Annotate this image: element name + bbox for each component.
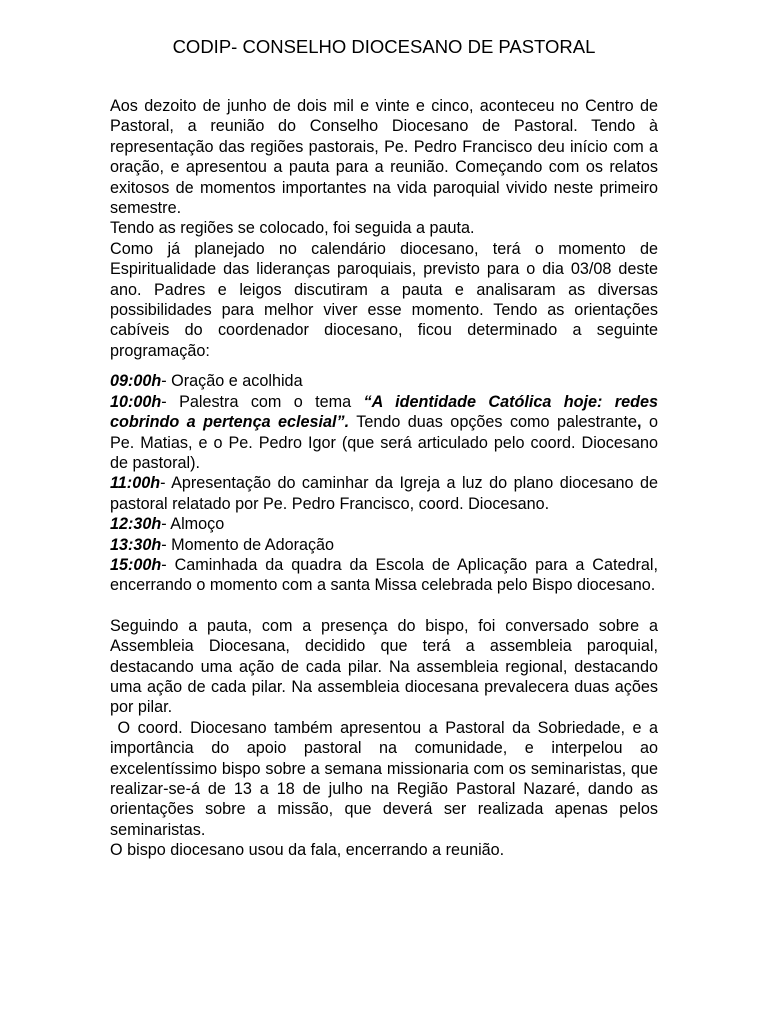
bold-comma: ,: [637, 413, 642, 432]
intro-section: [110, 96, 658, 361]
closing-paragraph-1: Seguindo a pauta, com a presença do bispo, foi conversado sobre a Assembleia Diocesana, decidido que terá a assembleia paroquial, destacando uma ação de cada pilar. Na assembleia regional, destacando uma ação de cada pilar. Na assembleia diocesana prevalecera duas ações por pilar.: [110, 616, 658, 717]
closing-section: [110, 616, 663, 861]
schedule-text: - Oração e acolhida: [161, 372, 303, 391]
document-title: CODIP- CONSELHO DIOCESANO DE PASTORAL: [172, 36, 596, 57]
schedule-item-3: [110, 473, 658, 514]
intro-paragraph-3: Como já planejado no calendário diocesano, terá o momento de Espiritualidade das lideranças paroquiais, previsto para o dia 03/08 deste ano. Padres e leigos discutiram a pauta e analisaram as diversas possibilidades para melhor viver esse momento. Tendo as orientações cabíveis do coordenador diocesano, ficou determinado a seguinte programação:: [110, 239, 658, 360]
schedule-item-5: [110, 535, 658, 555]
lecture-theme: “A identidade Católica hoje: redes cobrindo a pertença eclesial”.: [110, 392, 658, 432]
schedule-text: Tendo duas opções como palestrante: [349, 413, 638, 432]
document-body: [110, 96, 663, 861]
schedule-time: 13:30h: [110, 535, 162, 554]
closing-paragraph-3: O bispo diocesano usou da fala, encerrando a reunião.: [110, 841, 505, 860]
closing-paragraph-2: O coord. Diocesano também apresentou a Pastoral da Sobriedade, e a importância do apoio pastoral na comunidade, e interpelou ao excelentíssimo bispo sobre a semana missionaria com os seminaristas, que realizar-se-á de 13 a 18 de julho na Região Pastoral Nazaré, dando as orientações sobre a missão, que deverá ser realizada apenas pelos seminaristas.: [110, 718, 663, 839]
intro-paragraph-2: Tendo as regiões se colocado, foi seguida a pauta.: [110, 219, 475, 238]
schedule-text: - Momento de Adoração: [161, 535, 335, 554]
schedule-item-4: [110, 514, 658, 534]
schedule-time: 15:00h: [110, 555, 162, 574]
schedule-item-6: [110, 555, 658, 596]
schedule-text: - Palestra com o tema: [161, 392, 364, 411]
schedule-text: - Caminhada da quadra da Escola de Aplicação para a Catedral, encerrando o momento com a santa Missa celebrada pelo Bispo diocesano.: [110, 555, 658, 595]
schedule-item-1: [110, 371, 658, 391]
schedule-text: - Apresentação do caminhar da Igreja a luz do plano diocesano de pastoral relatado por Pe. Pedro Francisco, coord. Diocesano.: [110, 474, 658, 513]
schedule-text: - Almoço: [161, 515, 225, 534]
schedule-section: [110, 371, 658, 595]
schedule-time: 12:30h: [110, 515, 162, 534]
schedule-time: 11:00h: [110, 474, 161, 493]
schedule-text: o Pe. Matias, e o Pe. Pedro Igor (que será articulado pelo coord. Diocesano de pastoral).: [110, 413, 658, 472]
schedule-item-2: [110, 392, 658, 474]
schedule-time: 09:00h: [110, 372, 162, 391]
schedule-time: 10:00h: [110, 392, 162, 411]
intro-paragraph-1: Aos dezoito de junho de dois mil e vinte e cinco, aconteceu no Centro de Pastoral, a reunião do Conselho Diocesano de Pastoral. Tendo à representação das regiões pastorais, Pe. Pedro Francisco deu início com a oração, e apresentou a pauta para a reunião. Começando com os relatos exitosos de momentos importantes na vida paroquial vivido neste primeiro semestre.: [110, 97, 658, 218]
